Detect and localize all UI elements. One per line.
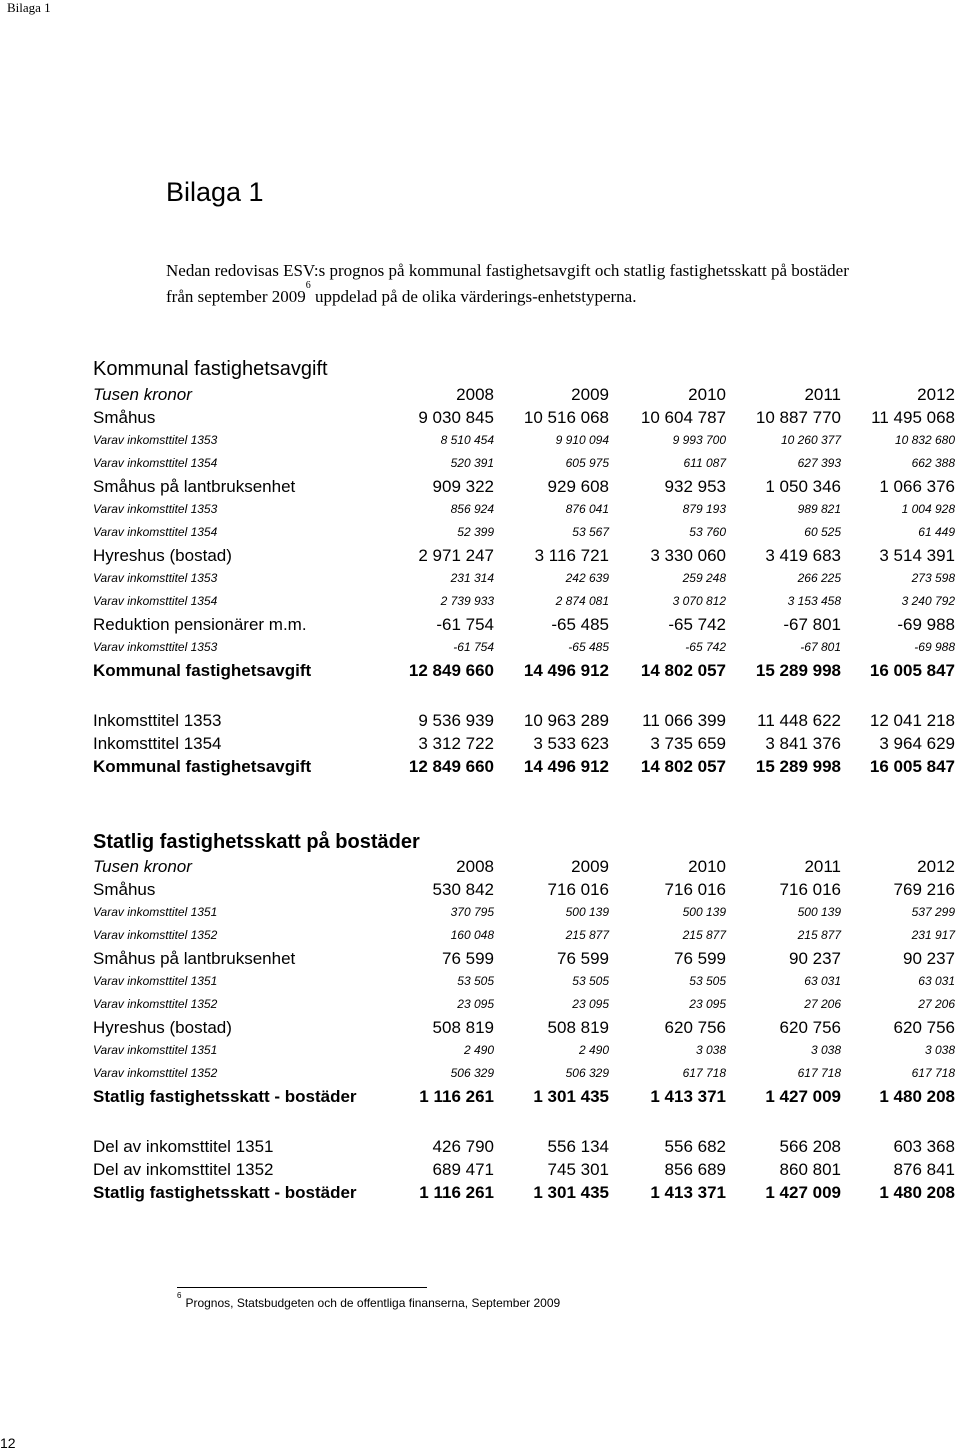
value-cell: 3 841 376: [765, 734, 841, 753]
value-cell: 603 368: [893, 1137, 955, 1156]
value-cell: 76 599: [442, 949, 494, 968]
value-cell: 16 005 847: [869, 757, 955, 776]
value-cell: 530 842: [432, 880, 494, 899]
value-cell: 876 041: [565, 502, 609, 516]
value-cell: 556 682: [664, 1137, 726, 1156]
value-cell: 620 756: [893, 1018, 955, 1037]
row-label: Varav inkomsttitel 1352: [93, 1066, 218, 1080]
row-label: Varav inkomsttitel 1354: [93, 456, 218, 470]
value-cell: 370 795: [450, 905, 494, 919]
intro-paragraph: [166, 258, 866, 310]
value-cell: 1 050 346: [765, 477, 841, 496]
table-row: [93, 709, 955, 732]
sub-row: [93, 521, 955, 544]
sub-row: [93, 636, 955, 659]
value-cell: -67 801: [800, 640, 841, 654]
row-label: Varav inkomsttitel 1353: [93, 502, 218, 516]
row-label: Del av inkomsttitel 1352: [93, 1160, 274, 1179]
value-cell: 716 016: [779, 880, 841, 899]
sub-row: [93, 924, 955, 947]
value-cell: 745 301: [547, 1160, 609, 1179]
value-cell: 1 413 371: [650, 1183, 726, 1202]
statlig-rows: [93, 878, 955, 1108]
value-cell: 8 510 454: [440, 433, 494, 447]
value-cell: 76 599: [557, 949, 609, 968]
value-cell: 12 041 218: [869, 711, 955, 730]
value-cell: 10 963 289: [523, 711, 609, 730]
year-header: 2008: [456, 857, 494, 876]
value-cell: 537 299: [911, 905, 955, 919]
sub-row: [93, 993, 955, 1016]
value-cell: 242 639: [565, 571, 609, 585]
row-label: Kommunal fastighetsavgift: [93, 661, 312, 680]
kommunal-summary-rows: [93, 709, 955, 778]
row-label: Reduktion pensionärer m.m.: [93, 615, 307, 634]
running-header: Bilaga 1: [7, 0, 51, 15]
value-cell: 1 066 376: [879, 477, 955, 496]
value-cell: 23 095: [689, 997, 726, 1011]
year-header: 2009: [571, 385, 609, 404]
value-cell: -65 742: [668, 615, 726, 634]
value-cell: 662 388: [911, 456, 955, 470]
statlig-section-title: Statlig fastighetsskatt på bostäder: [93, 831, 420, 853]
value-cell: -65 742: [685, 640, 726, 654]
row-label: Statlig fastighetsskatt - bostäder: [93, 1183, 357, 1202]
table-row: [93, 1016, 955, 1039]
total-row: [93, 755, 955, 778]
value-cell: 506 329: [450, 1066, 494, 1080]
sub-row: [93, 452, 955, 475]
year-header: 2010: [688, 385, 726, 404]
value-cell: 90 237: [903, 949, 955, 968]
value-cell: 2 490: [578, 1043, 609, 1057]
value-cell: 3 330 060: [650, 546, 726, 565]
value-cell: 15 289 998: [755, 757, 841, 776]
row-label: Småhus på lantbruksenhet: [93, 949, 296, 968]
sub-row: [93, 498, 955, 521]
row-label: Varav inkomsttitel 1353: [93, 571, 218, 585]
value-cell: 520 391: [450, 456, 494, 470]
value-cell: 3 533 623: [533, 734, 609, 753]
value-cell: 10 516 068: [523, 408, 609, 427]
row-label: Inkomsttitel 1354: [93, 734, 222, 753]
sub-row: [93, 970, 955, 993]
table-row: [93, 732, 955, 755]
value-cell: 60 525: [804, 525, 841, 539]
year-header: 2009: [571, 857, 609, 876]
value-cell: 3 419 683: [765, 546, 841, 565]
value-cell: 9 030 845: [418, 408, 494, 427]
value-cell: 1 301 435: [533, 1087, 609, 1106]
row-label: Inkomsttitel 1353: [93, 711, 222, 730]
row-label: Småhus på lantbruksenhet: [93, 477, 296, 496]
kommunal-section-title: Kommunal fastighetsavgift: [93, 358, 328, 380]
year-header: 2012: [917, 857, 955, 876]
kommunal-table: [93, 383, 955, 682]
value-cell: 9 910 094: [555, 433, 609, 447]
value-cell: 53 567: [572, 525, 609, 539]
value-cell: 1 116 261: [419, 1087, 494, 1106]
value-cell: 1 427 009: [765, 1087, 841, 1106]
year-header: 2008: [456, 385, 494, 404]
value-cell: 566 208: [779, 1137, 841, 1156]
value-cell: 1 004 928: [901, 502, 955, 516]
statlig-header-row: [93, 855, 955, 878]
value-cell: 989 821: [797, 502, 841, 516]
value-cell: 1 480 208: [879, 1087, 955, 1106]
value-cell: 3 240 792: [901, 594, 955, 608]
value-cell: 506 329: [565, 1066, 609, 1080]
row-label: Småhus: [93, 408, 156, 427]
value-cell: 508 819: [432, 1018, 494, 1037]
value-cell: 909 322: [432, 477, 494, 496]
kommunal-rows: [93, 406, 955, 682]
intro-text-before: Nedan redovisas ESV:s prognos på kommunal fastighetsavgift och statlig fastighetsskatt på bostäder från september 2009: [166, 261, 849, 306]
value-cell: 2 739 933: [440, 594, 494, 608]
table-row: [93, 406, 955, 429]
value-cell: -67 801: [783, 615, 841, 634]
value-cell: 11 495 068: [871, 408, 955, 427]
value-cell: 3 038: [695, 1043, 726, 1057]
statlig-table: [93, 855, 955, 1108]
value-cell: 879 193: [682, 502, 726, 516]
footnote-number: 6: [177, 1291, 182, 1300]
value-cell: 605 975: [565, 456, 609, 470]
value-cell: 259 248: [682, 571, 726, 585]
value-cell: 3 964 629: [879, 734, 955, 753]
value-cell: 1 301 435: [533, 1183, 609, 1202]
table-row: [93, 613, 955, 636]
footnote: [177, 1291, 561, 1312]
total-row: [93, 659, 955, 682]
row-label: Varav inkomsttitel 1351: [93, 905, 218, 919]
kommunal-summary-table: [93, 709, 955, 778]
value-cell: 627 393: [797, 456, 841, 470]
value-cell: 508 819: [547, 1018, 609, 1037]
value-cell: 215 877: [682, 928, 726, 942]
value-cell: 860 801: [779, 1160, 841, 1179]
value-cell: 769 216: [893, 880, 955, 899]
value-cell: 620 756: [664, 1018, 726, 1037]
value-cell: 10 832 680: [894, 433, 955, 447]
value-cell: 3 038: [924, 1043, 955, 1057]
row-label: Statlig fastighetsskatt - bostäder: [93, 1087, 357, 1106]
value-cell: 611 087: [683, 456, 726, 470]
value-cell: 10 604 787: [640, 408, 726, 427]
value-cell: 9 536 939: [418, 711, 494, 730]
value-cell: 2 490: [463, 1043, 494, 1057]
value-cell: 15 289 998: [755, 661, 841, 680]
value-cell: 3 070 812: [672, 594, 726, 608]
value-cell: 61 449: [918, 525, 955, 539]
value-cell: 14 496 912: [523, 661, 609, 680]
row-label: Varav inkomsttitel 1354: [93, 594, 218, 608]
value-cell: 53 505: [572, 974, 609, 988]
value-cell: -65 485: [568, 640, 609, 654]
value-cell: 3 038: [810, 1043, 841, 1057]
value-cell: 10 887 770: [755, 408, 841, 427]
table-row: [93, 1135, 955, 1158]
value-cell: 426 790: [432, 1137, 494, 1156]
value-cell: -65 485: [551, 615, 609, 634]
value-cell: 1 116 261: [419, 1183, 494, 1202]
kommunal-header-row: [93, 383, 955, 406]
row-label: Varav inkomsttitel 1352: [93, 928, 218, 942]
footnote-ref: 6: [305, 280, 311, 292]
value-cell: 932 953: [664, 477, 726, 496]
value-cell: 9 993 700: [672, 433, 726, 447]
table-row: [93, 878, 955, 901]
value-cell: 3 153 458: [787, 594, 841, 608]
value-cell: -69 988: [914, 640, 955, 654]
page-number: 12: [0, 1435, 16, 1451]
value-cell: 500 139: [565, 905, 609, 919]
value-cell: 63 031: [804, 974, 841, 988]
value-cell: 500 139: [682, 905, 726, 919]
value-cell: 1 480 208: [879, 1183, 955, 1202]
value-cell: 1 427 009: [765, 1183, 841, 1202]
value-cell: 1 413 371: [650, 1087, 726, 1106]
value-cell: -69 988: [897, 615, 955, 634]
unit-label: Tusen kronor: [93, 857, 192, 876]
value-cell: 53 505: [457, 974, 494, 988]
value-cell: 11 066 399: [642, 711, 726, 730]
value-cell: 14 496 912: [523, 757, 609, 776]
page-title: Bilaga 1: [166, 177, 264, 207]
value-cell: -61 754: [453, 640, 494, 654]
sub-row: [93, 1062, 955, 1085]
value-cell: 3 735 659: [650, 734, 726, 753]
value-cell: 876 841: [893, 1160, 955, 1179]
row-label: Varav inkomsttitel 1353: [93, 640, 218, 654]
value-cell: 76 599: [674, 949, 726, 968]
value-cell: 2 874 081: [555, 594, 609, 608]
value-cell: 11 448 622: [757, 711, 841, 730]
value-cell: 231 314: [450, 571, 494, 585]
value-cell: 14 802 057: [640, 757, 726, 776]
value-cell: 500 139: [797, 905, 841, 919]
value-cell: 27 206: [918, 997, 955, 1011]
row-label: Varav inkomsttitel 1351: [93, 1043, 218, 1057]
row-label: Hyreshus (bostad): [93, 546, 232, 565]
value-cell: 215 877: [797, 928, 841, 942]
value-cell: 63 031: [918, 974, 955, 988]
statlig-summary-rows: [93, 1135, 955, 1204]
value-cell: 556 134: [547, 1137, 609, 1156]
row-label: Hyreshus (bostad): [93, 1018, 232, 1037]
value-cell: 10 260 377: [780, 433, 841, 447]
intro-text-after: uppdelad på de olika värderings-enhetstyperna.: [310, 287, 637, 306]
value-cell: 3 116 721: [534, 546, 609, 565]
value-cell: 27 206: [804, 997, 841, 1011]
value-cell: 14 802 057: [640, 661, 726, 680]
value-cell: 23 095: [457, 997, 494, 1011]
value-cell: 3 312 722: [418, 734, 494, 753]
value-cell: 617 718: [797, 1066, 841, 1080]
row-label: Varav inkomsttitel 1352: [93, 997, 218, 1011]
value-cell: 856 924: [450, 502, 494, 516]
total-row: [93, 1085, 955, 1108]
value-cell: 716 016: [664, 880, 726, 899]
value-cell: 52 399: [457, 525, 494, 539]
value-cell: 617 718: [911, 1066, 955, 1080]
row-label: Del av inkomsttitel 1351: [93, 1137, 274, 1156]
statlig-summary-table: [93, 1135, 955, 1204]
value-cell: 231 917: [911, 928, 955, 942]
row-label: Kommunal fastighetsavgift: [93, 757, 312, 776]
value-cell: 53 505: [689, 974, 726, 988]
value-cell: 620 756: [779, 1018, 841, 1037]
row-label: Varav inkomsttitel 1353: [93, 433, 218, 447]
value-cell: 3 514 391: [879, 546, 955, 565]
value-cell: 929 608: [547, 477, 609, 496]
row-label: Småhus: [93, 880, 156, 899]
year-header: 2011: [804, 857, 841, 876]
value-cell: 23 095: [572, 997, 609, 1011]
row-label: Varav inkomsttitel 1351: [93, 974, 218, 988]
year-header: 2011: [804, 385, 841, 404]
value-cell: 266 225: [797, 571, 841, 585]
value-cell: 689 471: [432, 1160, 494, 1179]
footnote-divider: [177, 1287, 427, 1288]
value-cell: 12 849 660: [408, 661, 494, 680]
table-row: [93, 1158, 955, 1181]
year-header: 2010: [688, 857, 726, 876]
sub-row: [93, 590, 955, 613]
table-row: [93, 475, 955, 498]
sub-row: [93, 429, 955, 452]
total-row: [93, 1181, 955, 1204]
footnote-text: Prognos, Statsbudgeten och de offentliga finanserna, September 2009: [185, 1296, 561, 1310]
value-cell: 716 016: [547, 880, 609, 899]
value-cell: 12 849 660: [408, 757, 494, 776]
table-row: [93, 544, 955, 567]
unit-label: Tusen kronor: [93, 385, 192, 404]
sub-row: [93, 901, 955, 924]
sub-row: [93, 1039, 955, 1062]
value-cell: 90 237: [789, 949, 841, 968]
sub-row: [93, 567, 955, 590]
year-header: 2012: [917, 385, 955, 404]
table-row: [93, 947, 955, 970]
value-cell: 856 689: [664, 1160, 726, 1179]
value-cell: 160 048: [450, 928, 494, 942]
value-cell: 617 718: [682, 1066, 726, 1080]
value-cell: 215 877: [565, 928, 609, 942]
value-cell: 53 760: [689, 525, 726, 539]
value-cell: 16 005 847: [869, 661, 955, 680]
value-cell: -61 754: [436, 615, 494, 634]
value-cell: 2 971 247: [418, 546, 494, 565]
row-label: Varav inkomsttitel 1354: [93, 525, 218, 539]
value-cell: 273 598: [911, 571, 955, 585]
